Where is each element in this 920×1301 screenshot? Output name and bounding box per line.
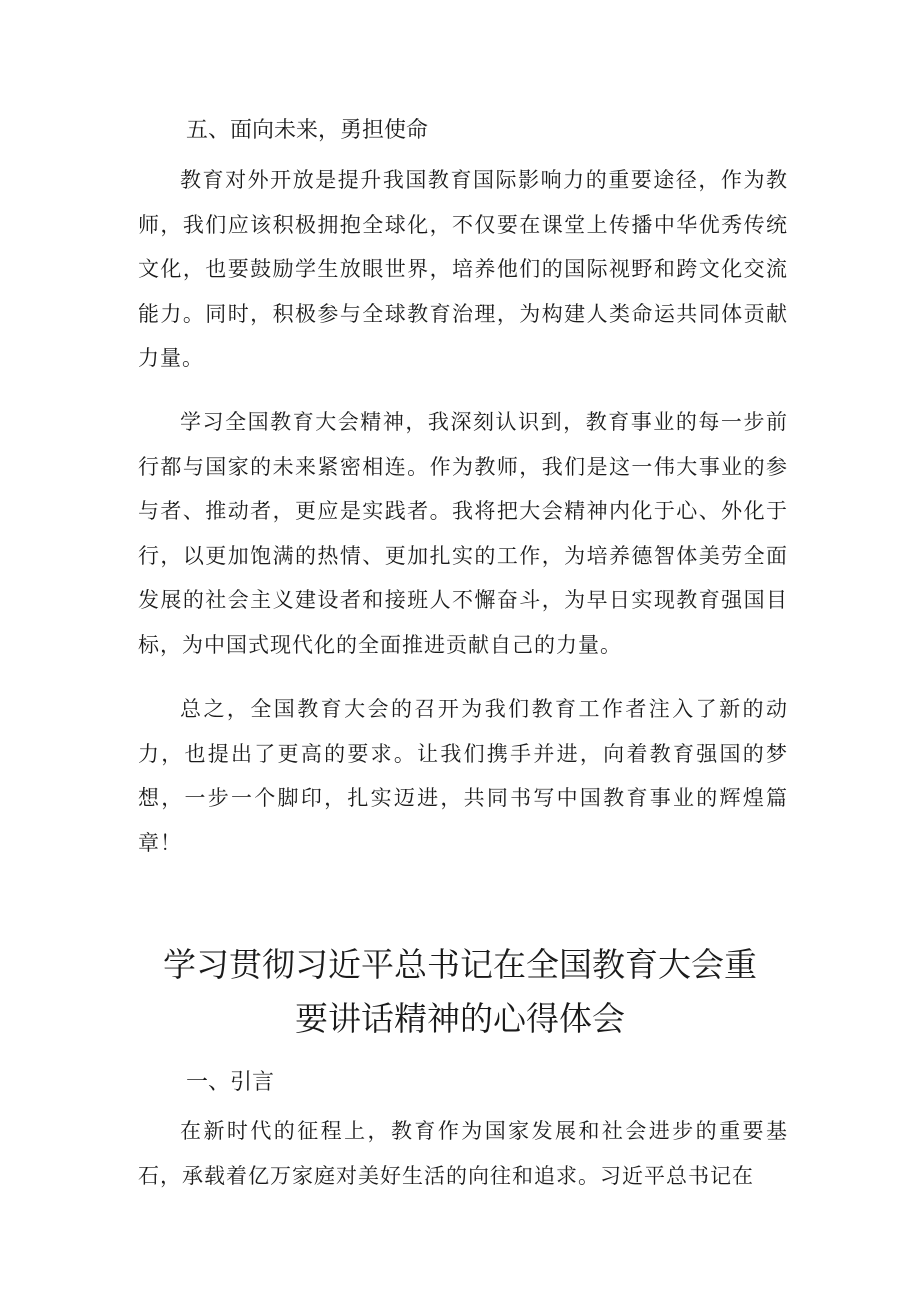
- section-heading-five: 五、面向未来，勇担使命: [186, 118, 429, 143]
- article-title-line-2: 要讲话精神的心得体会: [295, 999, 625, 1038]
- paragraph-conclusion: 总之，全国教育大会的召开为我们教育工作者注入了新的动力，也提出了更高的要求。让我们携手并进，向着教育强国的梦想，一步一个脚印，扎实迈进，共同书写中国教育事业的辉煌篇章！: [138, 697, 788, 855]
- article-title: [100, 938, 820, 1046]
- paragraph-education-opening-up: 教育对外开放是提升我国教育国际影响力的重要途径，作为教师，我们应该积极拥抱全球化，不仅要在课堂上传播中华优秀传统文化，也要鼓励学生放眼世界，培养他们的国际视野和跨文化交流能力。同时，积极参与全球教育治理，为构建人类命运共同体贡献力量。: [138, 168, 788, 371]
- section-heading-introduction: 一、引言: [186, 1070, 275, 1095]
- paragraph-introduction: 在新时代的征程上，教育作为国家发展和社会进步的重要基石，承载着亿万家庭对美好生活的向往和追求。习近平总书记在: [138, 1119, 788, 1188]
- article-title-line-1: 学习贯彻习近平总书记在全国教育大会重: [163, 945, 757, 984]
- paragraph-learning-spirit: 学习全国教育大会精神，我深刻认识到，教育事业的每一步前行都与国家的未来紧密相连。作为教师，我们是这一伟大事业的参与者、推动者，更应是实践者。我将把大会精神内化于心、外化于行，以更加饱满的热情、更加扎实的工作，为培养德智体美劳全面发展的社会主义建设者和接班人不懈奋斗，为早日实现教育强国目标，为中国式现代化的全面推进贡献自己的力量。: [138, 410, 788, 657]
